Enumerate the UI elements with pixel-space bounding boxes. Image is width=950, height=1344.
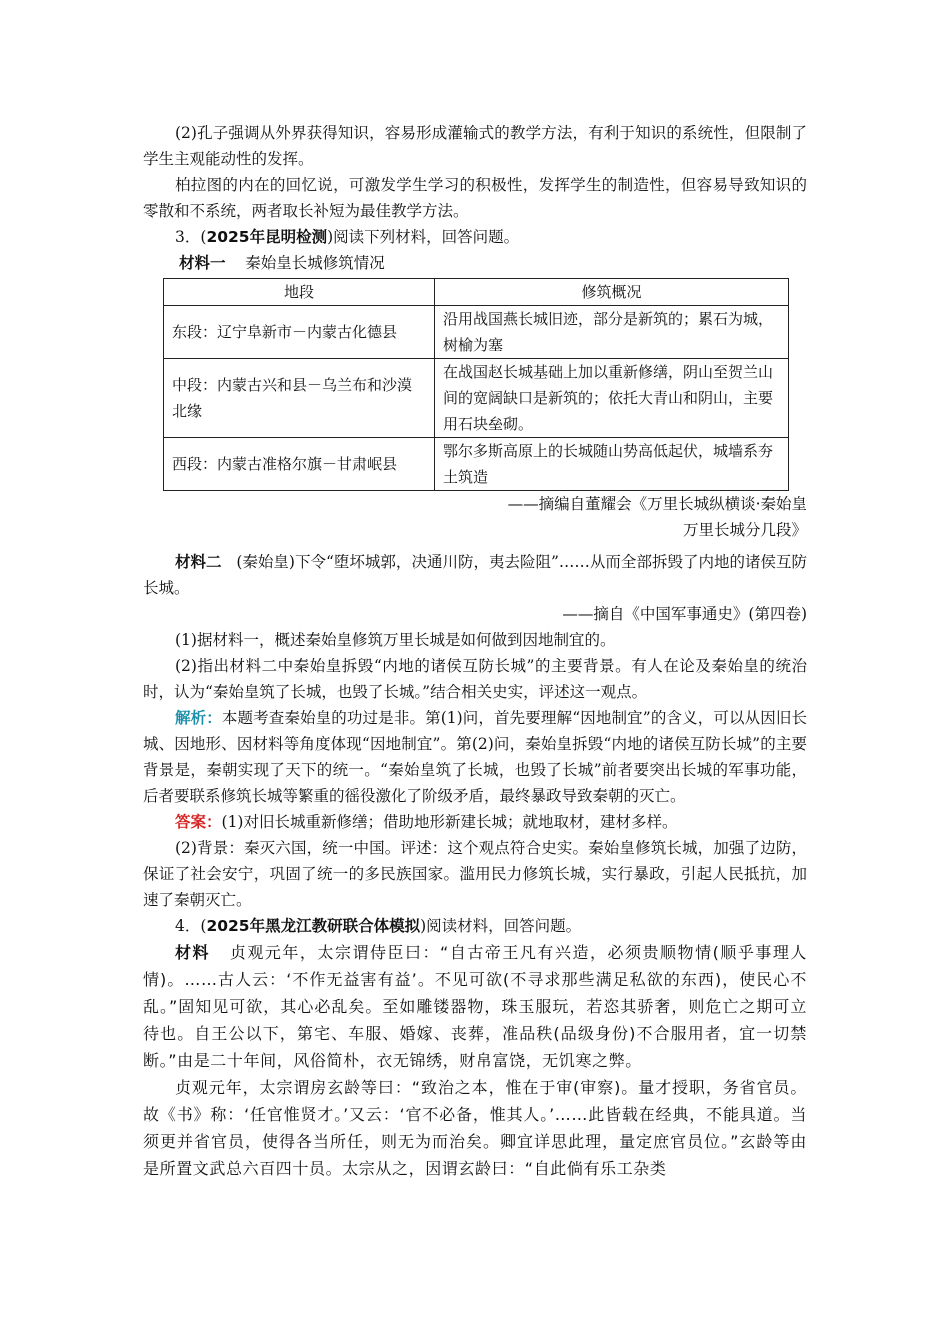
analysis-label: 解析：	[175, 709, 222, 727]
answer	[143, 809, 807, 835]
table-cell: 中段：内蒙古兴和县－乌兰布和沙漠北缘	[164, 359, 435, 438]
table-cell: 在战国赵长城基础上加以重新修缮，阴山至贺兰山间的宽阔缺口是新筑的；依托大青山和阴山，主要用石块垒砌。	[435, 359, 789, 438]
table-cell: 西段：内蒙古准格尔旗－甘肃岷县	[164, 438, 435, 491]
material-1-citation: ——摘编自董耀会《万里长城纵横谈·秦始皇	[507, 495, 807, 513]
source-paren-close: )	[420, 917, 427, 935]
analysis	[143, 705, 807, 809]
answer-part-2: (2)背景：秦灭六国，统一中国。评述：这个观点符合史实。秦始皇修筑长城，加强了边防，保证了社会安宁，巩固了统一的多民族国家。滥用民力修筑长城，实行暴政，引起人民抵抗，加速了秦朝灭亡。	[143, 839, 807, 909]
material-4-paragraph-1	[143, 939, 807, 1074]
question-source: 2025年昆明检测	[206, 228, 328, 246]
question-number: 3．	[175, 228, 201, 246]
table-row	[164, 306, 789, 359]
source-paren-close: )	[327, 228, 334, 246]
answer-label: 答案：	[175, 813, 222, 831]
paragraph-plato: 柏拉图的内在的回忆说，可激发学生学习的积极性，发挥学生的制造性，但容易导致知识的零散和不系统，两者取长补短为最佳教学方法。	[143, 176, 807, 220]
material-2-citation: ——摘自《中国军事通史》(第四卷)	[562, 605, 807, 623]
material-1-title	[143, 250, 807, 276]
question-number: 4．	[175, 917, 201, 935]
question-prompt: 阅读下列材料，回答问题。	[333, 228, 520, 246]
table-cell: 东段：辽宁阜新市－内蒙古化德县	[164, 306, 435, 359]
material-label: 材料	[175, 943, 211, 962]
question-source: 2025年黑龙江教研联合体模拟	[206, 917, 421, 935]
table-row	[164, 438, 789, 491]
table-header-row	[164, 279, 789, 306]
paragraph-confucius: (2)孔子强调从外界获得知识，容易形成灌输式的教学方法，有利于知识的系统性，但限制了学生主观能动性的发挥。	[143, 124, 807, 168]
question-prompt: 阅读材料，回答问题。	[426, 917, 582, 935]
material-label: 材料二	[175, 553, 222, 571]
great-wall-table	[163, 278, 789, 491]
material-title: 秦始皇长城修筑情况	[245, 254, 385, 272]
table-row	[164, 359, 789, 438]
material-label: 材料一	[179, 254, 226, 272]
material-1-citation-cont: 万里长城分几段》	[682, 521, 807, 539]
table-cell: 沿用战国燕长城旧迹，部分是新筑的；累石为城，树榆为塞	[435, 306, 789, 359]
table-cell: 鄂尔多斯高原上的长城随山势高低起伏，城墙系夯土筑造	[435, 438, 789, 491]
analysis-text: 本题考查秦始皇的功过是非。第(1)问，首先要理解“因地制宜”的含义，可以从因旧长城、因地形、因材料等角度体现“因地制宜”。第(2)问，秦始皇拆毁“内地的诸侯互防长城”的主要背景是，秦朝实现了天下的统一。“秦始皇筑了长城，也毁了长城”前者要突出长城的军事功能，后者要联系修筑长城等繁重的徭役激化了阶级矛盾，最终暴政导致秦朝的灭亡。	[143, 709, 807, 805]
source-paren-open: (	[200, 228, 207, 246]
table-header: 地段	[164, 279, 435, 306]
answer-text: (1)对旧长城重新修缮；借助地形新建长城；就地取材，建材多样。	[221, 813, 678, 831]
question-4-heading	[143, 913, 807, 939]
document-body	[143, 120, 807, 1182]
material-2	[143, 549, 807, 601]
material-text: (秦始皇)下令“堕坏城郭，决通川防，夷去险阻”……从而全部拆毁了内地的诸侯互防长城。	[143, 553, 808, 597]
question-3-heading	[143, 224, 807, 250]
question-3-part-1: (1)据材料一，概述秦始皇修筑万里长城是如何做到因地制宜的。	[175, 631, 616, 649]
source-paren-open: (	[200, 917, 207, 935]
table-header: 修筑概况	[435, 279, 789, 306]
question-3-part-2: (2)指出材料二中秦始皇拆毁“内地的诸侯互防长城”的主要背景。有人在论及秦始皇的统治时，认为“秦始皇筑了长城，也毁了长城。”结合相关史实，评述这一观点。	[143, 657, 807, 701]
material-text: 贞观元年，太宗谓侍臣曰：“自古帝王凡有兴造，必须贵顺物情(顺乎事理人情)。……古人云：‘不作无益害有益’。不见可欲(不寻求那些满足私欲的东西)，使民心不乱。”固知见可欲，其心必乱矣。至如雕镂器物，珠玉服玩，若恣其骄奢，则危亡之期可立待也。自王公以下，第宅、车服、婚嫁、丧葬，准品秩(品级身份)不合服用者，宜一切禁断。”由是二十年间，风俗简朴，衣无锦绣，财帛富饶，无饥寒之弊。	[143, 943, 808, 1070]
material-4-paragraph-2: 贞观元年，太宗谓房玄龄等曰：“致治之本，惟在于审(审察)。量才授职，务省官员。故《书》称：‘任官惟贤才。’又云：‘官不必备，惟其人。’……此皆载在经典，不能具道。当须更并省官员，使得各当所任，则无为而治矣。卿宜详思此理，量定庶官员位。”玄龄等由是所置文武总六百四十员。太宗从之，因谓玄龄曰：“自此倘有乐工杂类	[143, 1078, 807, 1178]
